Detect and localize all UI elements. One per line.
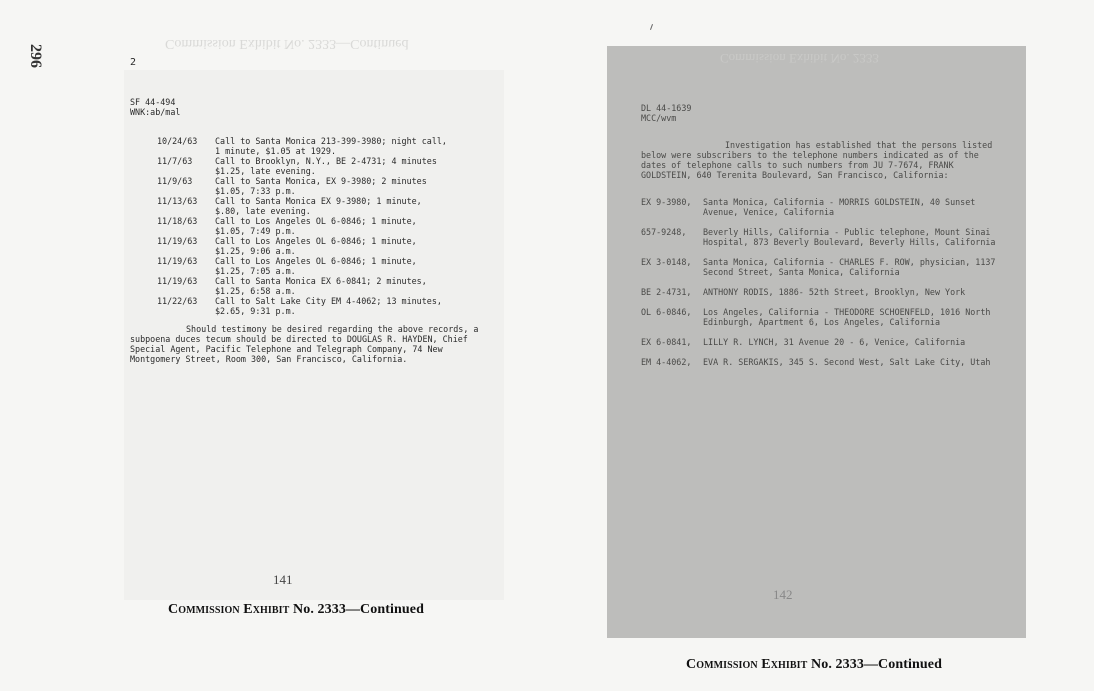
left-file-reference: [130, 97, 180, 117]
call-details: Call to Brooklyn, N.Y., BE 2-4731; 4 minutes $1.25, late evening.: [215, 156, 437, 176]
subscriber-details: LILLY R. LYNCH, 31 Avenue 20 - 6, Venice, California: [703, 337, 966, 347]
call-details: Call to Santa Monica 213-399-3980; night call, 1 minute, $1.05 at 1929.: [215, 136, 447, 156]
phone-number: 657-9248,: [641, 227, 687, 237]
right-file-reference: [641, 103, 691, 123]
call-entry: [157, 256, 497, 276]
call-entry: [157, 176, 497, 196]
margin-page-number: 296: [27, 44, 44, 68]
subscriber-details: Santa Monica, California - CHARLES F. ROW, physician, 1137 Second Street, Santa Monica, California: [703, 257, 996, 277]
subscriber-details: EVA R. SERGAKIS, 345 S. Second West, Salt Lake City, Utah: [703, 357, 991, 367]
call-entry: [157, 196, 497, 216]
caption-title: Commission Exhibit: [168, 602, 290, 617]
phone-number: EM 4-4062,: [641, 357, 692, 367]
subscriber-entry: [641, 307, 1011, 327]
investigation-intro: Investigation has established that the persons listed below were subscribers to the telephone numbers indicated as of the dates of telephone calls to such numbers from JU 7-7674, FRANK GOLDSTEIN, 640 Terenita Boulevard, San Francisco, California:: [641, 140, 993, 180]
phone-number: OL 6-0846,: [641, 307, 692, 317]
testimony-paragraph: Should testimony be desired regarding the above records, a subpoena duces tecum should be directed to DOUGLAS R. HAYDEN, Chief Special Agent, Pacific Telephone and Telegraph Company, 74 New Montgomery Street, Room 300, San Francisco, California.: [130, 324, 479, 364]
left-corner-number: 2: [130, 57, 137, 68]
call-date: 11/19/63: [157, 276, 198, 286]
subscriber-entry: [641, 357, 1011, 367]
phone-number: EX 3-0148,: [641, 257, 692, 267]
call-date: 11/9/63: [157, 176, 193, 186]
phone-number: EX 9-3980,: [641, 197, 692, 207]
right-exhibit-caption: [686, 657, 942, 673]
call-date: 11/18/63: [157, 216, 198, 226]
call-entry: [157, 276, 497, 296]
caption-title: Commission Exhibit: [686, 657, 808, 672]
call-details: Call to Santa Monica EX 6-0841; 2 minutes, $1.25, 6:58 a.m.: [215, 276, 427, 296]
left-ghost-header: Commission Exhibit No. 2333—Continued: [165, 36, 409, 51]
call-details: Call to Los Angeles OL 6-0846; 1 minute, $1.05, 7:49 p.m.: [215, 216, 417, 236]
subscriber-details: Santa Monica, California - MORRIS GOLDSTEIN, 40 Sunset Avenue, Venice, California: [703, 197, 976, 217]
call-details: Call to Santa Monica, EX 9-3980; 2 minutes $1.05, 7:33 p.m.: [215, 176, 427, 196]
right-ghost-header: Commission Exhibit No. 2333: [720, 51, 879, 66]
subscriber-list: [641, 197, 1011, 377]
call-date: 11/19/63: [157, 256, 198, 266]
call-entry: [157, 136, 497, 156]
call-details: Call to Los Angeles OL 6-0846; 1 minute, $1.25, 7:05 a.m.: [215, 256, 417, 276]
call-date: 11/13/63: [157, 196, 198, 206]
file-ref-line: MCC/wvm: [641, 113, 677, 123]
call-date: 11/22/63: [157, 296, 198, 306]
call-date: 11/7/63: [157, 156, 193, 166]
call-entry: [157, 296, 497, 316]
call-entry: [157, 236, 497, 256]
file-ref-line: DL 44-1639: [641, 103, 692, 113]
phone-number: EX 6-0841,: [641, 337, 692, 347]
call-details: Call to Los Angeles OL 6-0846; 1 minute, $1.25, 9:06 a.m.: [215, 236, 417, 256]
call-details: Call to Santa Monica EX 9-3980; 1 minute, $.80, late evening.: [215, 196, 422, 216]
call-entry: [157, 156, 497, 176]
call-entry: [157, 216, 497, 236]
subscriber-details: Los Angeles, California - THEODORE SCHOENFELD, 1016 North Edinburgh, Apartment 6, Los Angeles, California: [703, 307, 991, 327]
scan-mark: [650, 24, 653, 30]
left-page-number: 141: [273, 572, 293, 587]
call-date: 11/19/63: [157, 236, 198, 246]
file-ref-line: WNK:ab/mal: [130, 107, 181, 117]
left-exhibit-caption: [168, 602, 424, 618]
caption-number: No. 2333—Continued: [811, 657, 942, 672]
call-date: 10/24/63: [157, 136, 198, 146]
subscriber-details: Beverly Hills, California - Public telephone, Mount Sinai Hospital, 873 Beverly Boulevard, Beverly Hills, California: [703, 227, 996, 247]
subscriber-entry: [641, 287, 1011, 297]
right-page-number: 142: [773, 587, 793, 602]
subscriber-entry: [641, 197, 1011, 217]
caption-number: No. 2333—Continued: [293, 602, 424, 617]
call-details: Call to Salt Lake City EM 4-4062; 13 minutes, $2.65, 9:31 p.m.: [215, 296, 442, 316]
call-log: [157, 136, 497, 316]
subscriber-entry: [641, 337, 1011, 347]
subscriber-entry: [641, 257, 1011, 277]
subscriber-details: ANTHONY RODIS, 1886- 52th Street, Brooklyn, New York: [703, 287, 966, 297]
file-ref-line: SF 44-494: [130, 97, 176, 107]
subscriber-entry: [641, 227, 1011, 247]
phone-number: BE 2-4731,: [641, 287, 692, 297]
